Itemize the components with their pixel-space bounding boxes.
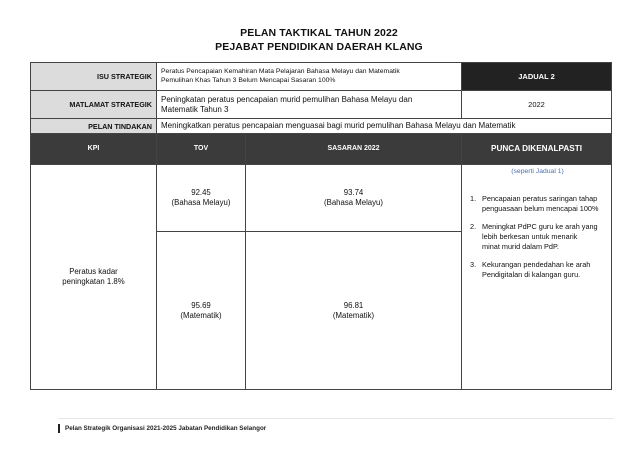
- year-value: 2022: [462, 91, 612, 119]
- jadual-badge: JADUAL 2: [462, 63, 612, 91]
- col-punca: PUNCA DIKENALPASTI: [462, 134, 612, 165]
- column-header-row: [31, 134, 612, 165]
- punca-list: [470, 194, 605, 279]
- col-kpi: KPI: [31, 134, 157, 165]
- kpi-cell: Peratus kadar peningkatan 1.8%: [31, 165, 157, 390]
- tindakan-row: [31, 119, 612, 134]
- list-item: 2. Meningkat PdPC guru ke arah yang lebih berkesan untuk menarik minat murid dalam PdP.: [470, 222, 598, 251]
- page-title: PELAN TAKTIKAL TAHUN 2022: [240, 27, 398, 39]
- punca-note: (seperti Jadual 1): [511, 168, 564, 175]
- page-subtitle: PEJABAT PENDIDIKAN DAERAH KLANG: [215, 41, 423, 53]
- punca-cell: [462, 165, 612, 390]
- tindakan-label: PELAN TINDAKAN: [31, 119, 157, 134]
- list-item: 3. Kekurangan pendedahan ke arah Pendigitalan di kalangan guru.: [470, 259, 591, 279]
- tov-mt: 95.69 (Matematik): [157, 232, 246, 390]
- sasaran-bm: 93.74 (Bahasa Melayu): [246, 165, 462, 232]
- isu-row: [31, 63, 612, 91]
- list-item: 1. Pencapaian peratus saringan tahap penguasaan belum mencapai 100%: [470, 194, 599, 214]
- isu-label: ISU STRATEGIK: [31, 63, 157, 91]
- footer-divider: [58, 418, 614, 419]
- bm-row: [31, 165, 612, 232]
- matlamat-row: [31, 91, 612, 119]
- matlamat-text: Peningkatan peratus pencapaian murid pemulihan Bahasa Melayu dan Matematik Tahun 3: [157, 91, 462, 119]
- tov-bm: 92.45 (Bahasa Melayu): [157, 165, 246, 232]
- sasaran-mt: 96.81 (Matematik): [246, 232, 462, 390]
- matlamat-label: MATLAMAT STRATEGIK: [31, 91, 157, 119]
- col-tov: TOV: [157, 134, 246, 165]
- col-sasaran: SASARAN 2022: [246, 134, 462, 165]
- footer-text: Pelan Strategik Organisasi 2021-2025 Jabatan Pendidikan Selangor: [58, 424, 266, 433]
- tindakan-text: Meningkatkan peratus pencapaian menguasai bagi murid pemulihan Bahasa Melayu dan Matematik: [157, 119, 612, 134]
- isu-text: Peratus Pencapaian Kemahiran Mata Pelajaran Bahasa Melayu dan Matematik Pemulihan Khas Tahun 3 Belum Mencapai Sasaran 100%: [157, 63, 462, 91]
- tactical-plan-table: [30, 62, 612, 390]
